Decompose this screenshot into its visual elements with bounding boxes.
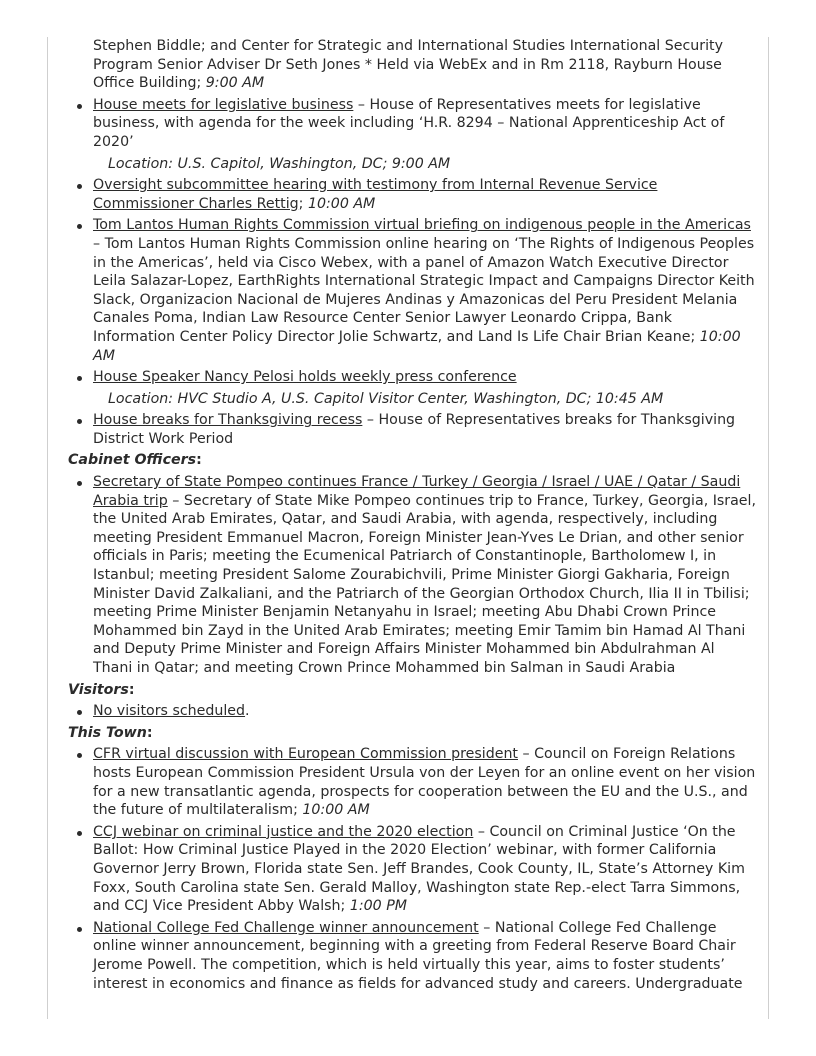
congress-list-3 <box>68 411 758 448</box>
item-text: . <box>245 703 250 720</box>
cabinet-list <box>68 473 758 678</box>
oversight-link[interactable]: Oversight subcommittee hearing with testimony from Internal Revenue Service Commissioner Charles Rettig <box>93 177 658 212</box>
visitors-heading <box>68 681 758 700</box>
item-separator: ; <box>298 195 308 212</box>
heading-colon: : <box>196 452 202 469</box>
lantos-link[interactable]: Tom Lantos Human Rights Commission virtual briefing on indigenous people in the Americas <box>93 217 751 234</box>
this-town-list <box>68 745 758 993</box>
item-text: – Council on Foreign Relations hosts European Commission President Ursula von der Leyen for an online event on her vision for a new transatlantic agenda, prospects for cooperation between the EU and the U.S., and the future of multilateralism; <box>93 746 756 819</box>
list-item <box>93 216 758 365</box>
item-time: 9:00 AM <box>205 75 265 92</box>
list-item <box>93 823 758 916</box>
item-text: – Secretary of State Mike Pompeo continues trip to France, Turkey, Georgia, Israel, the United Arab Emirates, Qatar, and Saudi Arabia, with agenda, respectively, including meeting President Emmanuel Macron, Foreign Minister Jean-Yves Le Drian, and other senior officials in Paris; meeting the Ecumenical Patriarch of Constantinople, Bartholomew I, in Istanbul; meeting President Salome Zourabichvili, Prime Minister Giorgi Gakharia, Foreign Minister David Zalkaliani, and the Patriarch of the Georgian Orthodox Church, Ilia II in Tbilisi; meeting Prime Minister Benjamin Netanyahu in Israel; meeting Abu Dhabi Crown Prince Mohammed bin Zayd in the United Arab Emirates; meeting Emir Tamim bin Hamad Al Thani and Deputy Prime Minister and Foreign Affairs Minister Mohammed bin Abdulrahman Al Thani in Qatar; and meeting Crown Prince Mohammed bin Salman in Saudi Arabia <box>93 492 756 676</box>
cabinet-officers-heading <box>68 451 758 470</box>
list-item <box>93 919 758 993</box>
heading-text: Visitors <box>68 681 129 698</box>
pelosi-link[interactable]: House Speaker Nancy Pelosi holds weekly press conference <box>93 369 517 386</box>
item-time: 10:00 AM <box>307 195 376 212</box>
cfr-link[interactable]: CFR virtual discussion with European Commission president <box>93 746 518 763</box>
ccj-link[interactable]: CCJ webinar on criminal justice and the 2020 election <box>93 823 474 840</box>
document-body <box>68 37 758 996</box>
list-item <box>93 176 758 213</box>
congress-list <box>68 37 758 152</box>
list-item <box>93 702 758 721</box>
item-time: 10:00 AM <box>302 802 370 819</box>
item-location: Location: U.S. Capitol, Washington, DC; 9:00 AM <box>108 155 451 172</box>
left-border <box>47 37 48 1019</box>
visitors-list <box>68 702 758 721</box>
right-border <box>768 37 769 1019</box>
item-time: 10:00 AM <box>93 328 741 364</box>
item-time: 1:00 PM <box>349 898 407 915</box>
heading-text: Cabinet Officers <box>68 452 197 469</box>
item-text: Stephen Biddle; and Center for Strategic and International Studies International Security Program Senior Adviser Dr Seth Jones * Held via WebEx and in Rm 2118, Rayburn House Office Building; <box>93 38 724 92</box>
heading-colon: : <box>146 724 153 741</box>
thanksgiving-link[interactable]: House breaks for Thanksgiving recess <box>93 412 363 429</box>
house-meets-link[interactable]: House meets for legislative business <box>93 96 354 113</box>
list-item <box>93 96 758 152</box>
fed-challenge-link[interactable]: National College Fed Challenge winner announcement <box>93 919 479 936</box>
list-item <box>93 473 758 678</box>
item-text: – Council on Criminal Justice ‘On the Ballot: How Criminal Justice Played in the 2020 Election’ webinar, with former California Governor Jerry Brown, Florida state Sen. Jeff Brandes, Cook County, IL, State’s Attorney Kim Foxx, South Carolina state Sen. Gerald Malloy, Washington state Rep.-elect Tarra Simmons, and CCJ Vice President Abby Walsh; <box>93 823 745 915</box>
this-town-heading <box>68 724 758 743</box>
item-text: – Tom Lantos Human Rights Commission online hearing on ‘The Rights of Indigenous Peoples in the Americas’, held via Cisco Webex, with a panel of Amazon Watch Executive Director Leila Salazar-Lopez, EarthRights International Strategic Impact and Campaigns Director Keith Slack, Organizacion Nacional de Mujeres Andinas y Amazonicas del Peru President Melania Canales Poma, Indian Law Resource Center Senior Lawyer Leonardo Crippa, Bank Information Center Policy Director Jolie Schwartz, and Land Is Life Chair Brian Keane; <box>93 235 755 345</box>
item-location: Location: HVC Studio A, U.S. Capitol Visitor Center, Washington, DC; 10:45 AM <box>108 390 664 407</box>
heading-colon: : <box>128 681 135 698</box>
congress-list-2 <box>68 176 758 387</box>
heading-text: This Town <box>68 724 147 741</box>
list-item <box>93 411 758 448</box>
item-text: – House of Representatives breaks for Thanksgiving District Work Period <box>93 412 736 447</box>
pompeo-trip-link[interactable]: Secretary of State Pompeo continues France / Turkey / Georgia / Israel / UAE / Qatar / Saudi Arabia trip <box>93 474 741 509</box>
list-item <box>93 368 758 387</box>
no-visitors-link[interactable]: No visitors scheduled <box>93 703 246 720</box>
item-text: – House of Representatives meets for legislative business, with agenda for the week including ‘H.R. 8294 – National Apprenticeship Act of 2020’ <box>93 96 725 150</box>
list-item <box>93 37 758 93</box>
item-text: – National College Fed Challenge online winner announcement, beginning with a greeting from Federal Reserve Board Chair Jerome Powell. The competition, which is held virtually this year, aims to foster students’ interest in economics and finance as fields for advanced study and careers. Undergraduate <box>93 919 743 992</box>
list-item <box>93 745 758 819</box>
